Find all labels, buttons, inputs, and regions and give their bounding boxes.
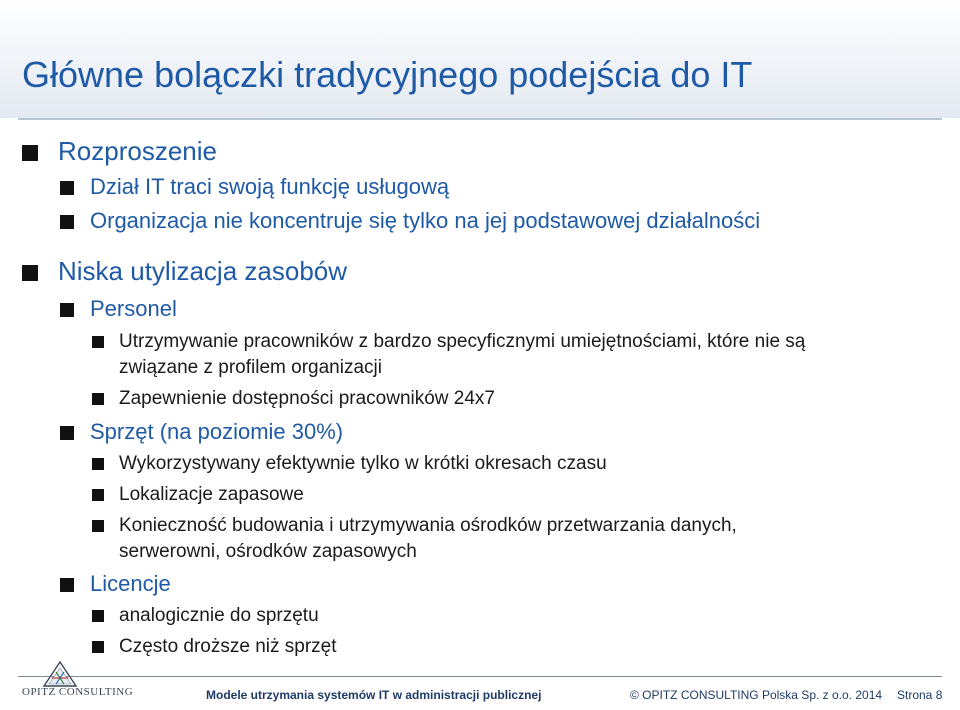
- bullet-niska-utylizacja: Niska utylizacja zasobów: [58, 256, 348, 286]
- footer-copyright: © OPITZ CONSULTING Polska Sp. z o.o. 2014: [630, 688, 883, 702]
- bullet-line: Utrzymywanie pracowników z bardzo specyficznymi umiejętnościami, które nie są: [119, 331, 806, 352]
- bullet-line: związane z profilem organizacji: [119, 357, 382, 378]
- bullet-wykorzystywany: Wykorzystywany efektywnie tylko w krótki okresach czasu: [119, 451, 607, 477]
- bullet-line: serwerowni, ośrodków zapasowych: [119, 541, 417, 562]
- bullet-licencje: Licencje: [90, 571, 171, 596]
- footer-presentation-title: Modele utrzymania systemów IT w administracji publicznej: [206, 688, 542, 702]
- bullet-line: Konieczność budowania i utrzymywania ośrodków przetwarzania danych,: [119, 515, 737, 536]
- logo-text: OPITZ CONSULTING: [22, 686, 134, 698]
- bullet-personel: Personel: [90, 296, 177, 321]
- bullet-koniecznosc: [119, 513, 737, 565]
- bullet-dzial-it: Dział IT traci swoją funkcję usługową: [90, 174, 450, 199]
- bullet-rozproszenie: Rozproszenie: [58, 136, 217, 166]
- bullet-analogicznie: analogicznie do sprzętu: [119, 603, 319, 629]
- footer-divider: [18, 676, 942, 677]
- title-divider: [18, 118, 942, 120]
- slide-title: Główne bolączki tradycyjnego podejścia do IT: [22, 54, 753, 95]
- bullet-utrzymywanie-pracownikow: [119, 329, 805, 381]
- bullet-lokalizacje: Lokalizacje zapasowe: [119, 482, 304, 508]
- bullet-sprzet: Sprzęt (na poziomie 30%): [90, 419, 344, 444]
- bullet-czesto-drozsze: Często droższe niż sprzęt: [119, 634, 337, 660]
- footer-page-number: Strona 8: [897, 688, 943, 702]
- bullet-organizacja: Organizacja nie koncentruje się tylko na jej podstawowej działalności: [90, 208, 761, 233]
- bullet-zapewnienie: Zapewnienie dostępności pracowników 24x7: [119, 386, 495, 412]
